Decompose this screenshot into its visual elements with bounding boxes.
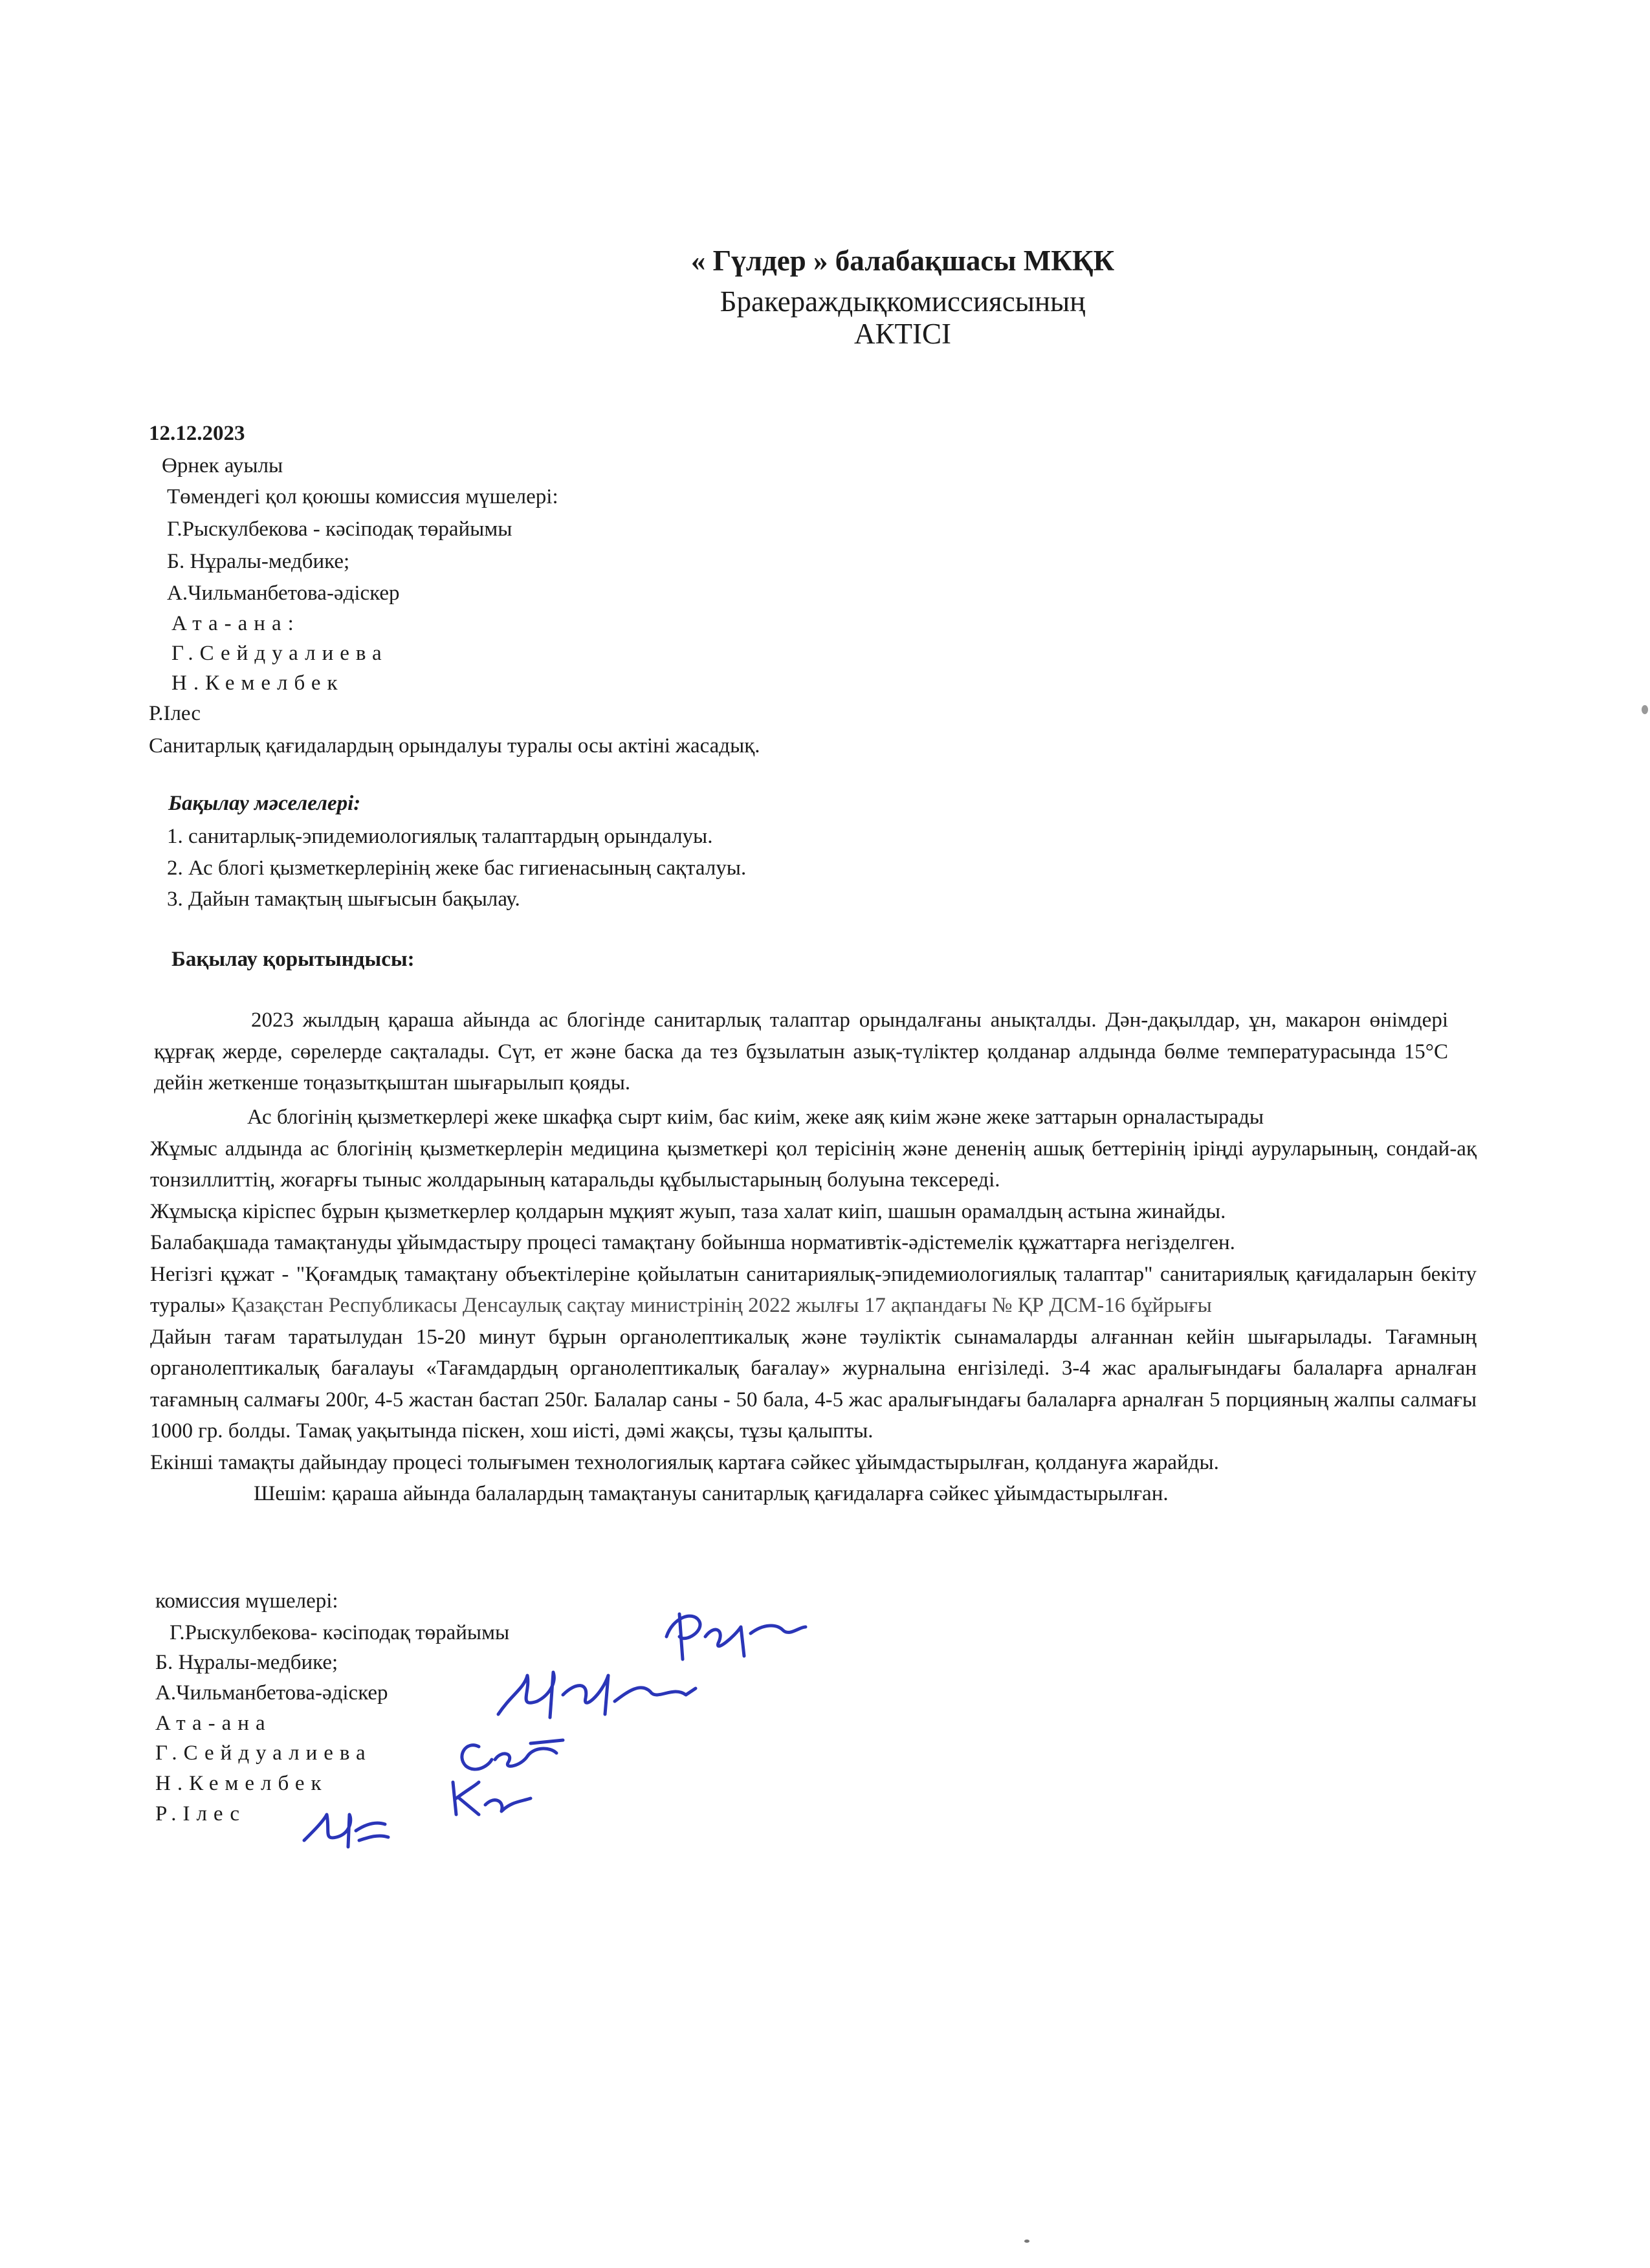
members-intro: Төмендегі қол қоюшы комиссия мүшелері: <box>167 485 558 508</box>
parent-2: Н.Кемелбек <box>171 671 344 695</box>
commission-title: Бракераждықкомиссиясының <box>720 285 1086 318</box>
signature-line-4: Ата-ана <box>155 1712 272 1735</box>
parents-label: Ата-ана: <box>171 612 300 635</box>
village: Өрнек ауылы <box>162 454 283 477</box>
paragraph-medical-check: Жұмыс алдында ас блогінің қызметкерлерін медицина қызметкері қол терісінің және дененің ашық беттерінің іріңді ауруларының, сондай-ақ тонзиллиттің, жоғарғы тыныс жолдарының катаральды құбылыстарының болуына тексереді. <box>150 1137 1477 1192</box>
act-purpose: Санитарлық қағидалардың орындалуы туралы осы актіні жасадық. <box>149 734 760 758</box>
extra-member: Р.Ілес <box>149 702 201 725</box>
issue-1: 1. санитарлық-эпидемиологиялық талаптардың орындалуы. <box>167 825 713 848</box>
signature-kemelbek <box>440 1772 550 1824</box>
signature-line-7: Р.Ілес <box>155 1802 247 1826</box>
issue-3: 3. Дайын тамақтың шығысын бақылау. <box>167 888 520 911</box>
paragraph-hygiene: Жұмысқа кіріспес бұрын қызметкерлер қолдарын мұқият жуып, таза халат киіп, шашын орамалдың астына жинайды. <box>150 1199 1226 1223</box>
body-text-2 <box>150 1102 1477 1510</box>
member-1: Г.Рыскулбекова - кәсіподақ төрайымы <box>167 518 512 541</box>
member-2: Б. Нұралы-медбике; <box>167 550 350 573</box>
signature-chilmanbetova <box>492 1656 705 1734</box>
main-document-title: Негізгі құжат - "Қоғамдық тамақтану объектілеріне қойылатын санитариялық-эпидемиологиялық талаптар" санитариялық қағидаларын бекіту туралы» <box>150 1262 1477 1317</box>
signature-line-1: Г.Рыскулбекова- кәсіподақ төрайымы <box>170 1621 510 1644</box>
member-3: А.Чильманбетова-әдіскер <box>167 582 400 605</box>
signature-line-5: Г.Сейдуалиева <box>155 1741 372 1765</box>
parent-1: Г.Сейдуалиева <box>171 642 388 665</box>
decision: Шешім: қараша айында балалардың тамақтануы санитарлық қағидаларға сәйкес ұйымдастырылған. <box>254 1482 1169 1505</box>
signatures-title: комиссия мүшелері: <box>155 1589 338 1613</box>
issues-title: Бақылау мәселелері: <box>168 792 361 815</box>
signature-line-3: А.Чильманбетова-әдіскер <box>155 1681 388 1705</box>
paragraph-organisation: Балабақшада тамақтануды ұйымдастыру процесі тамақтану бойынша нормативтік-әдістемелік құжаттарға негізделген. <box>150 1231 1235 1254</box>
paragraph-staff-clothing: Ас блогінің қызметкерлері жеке шкафқа сырт киім, бас киім, жеке аяқ киім және жеке заттарын орналастырады <box>247 1106 1264 1129</box>
main-document-order: Қазақстан Республикасы Денсаулық сақтау министрінің 2022 жылғы 17 ақпандағы № ҚР ДСМ-16 бұйрығы <box>226 1294 1212 1317</box>
paragraph-second-course: Екінші тамақты дайындау процесі толығымен технологиялық картаға сәйкес ұйымдастырылған, қолдануға жарайды. <box>150 1450 1219 1474</box>
act-title: АКТІСІ <box>854 318 951 350</box>
issue-2: 2. Ас блогі қызметкерлерінің жеке бас гигиенасының сақталуы. <box>167 856 747 880</box>
paragraph-main-document <box>150 1259 1477 1322</box>
scan-speck <box>1642 705 1648 714</box>
signature-iles <box>298 1802 395 1853</box>
org-title: « Гүлдер » балабақшасы МКҚК <box>690 245 1115 277</box>
paragraph-storage: 2023 жылдың қараша айында ас блогінде санитарлық талаптар орындалғаны анықталды. Дән-дақылдар, ұн, макарон өнімдері құрғақ жерде, сөрелерде сақталады. Сүт, ет және баска да тез бұзылатын азық-түліктер қолданар алдында бөлме температурасында 15°С дейін жеткенше тоңазытқыштан шығарылып қояды. <box>154 1009 1448 1095</box>
body-text <box>154 1005 1448 1099</box>
signature-line-6: Н.Кемелбек <box>155 1772 328 1795</box>
act-date: 12.12.2023 <box>149 422 245 445</box>
paragraph-samples: Дайын тағам таратылудан 15-20 минут бұрын органолептикалық және тәуліктік сынамаларды алғаннан кейін шығарылады. Тағамның органолептикалық бағалауы «Тағамдардың органолептикалық бағалау» журналына енгізіледі. 3-4 жас аралығындағы балаларға арналған тағамның салмағы 200г, 4-5 жастан бастап 250г. Балалар саны - 50 бала, 4-5 жас аралығындағы балаларға арналған 5 порцияның жалпы салмағы 1000 гр. болды. Тамақ уақытында піскен, хош иісті, дәмі жақсы, тұзы қалыпты. <box>150 1325 1477 1443</box>
signature-line-2: Б. Нұралы-медбике; <box>155 1651 338 1674</box>
scan-speck <box>1024 2240 1029 2243</box>
conclusion-title: Бақылау қорытындысы: <box>171 948 415 971</box>
